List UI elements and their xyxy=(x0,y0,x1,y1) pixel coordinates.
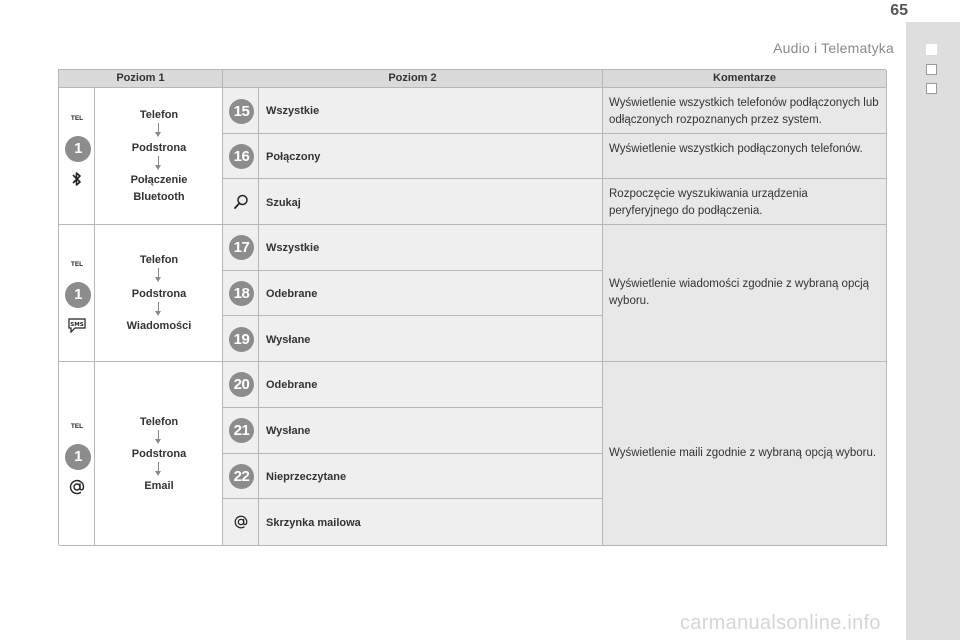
level2-polaczony: Połączony xyxy=(266,151,321,163)
level2-label-cell xyxy=(259,316,603,362)
comment-cell: Wyświetlenie wszystkich podłączonych telefonów. xyxy=(603,134,887,179)
side-tab-bar xyxy=(906,22,960,640)
level2-wyslane: Wysłane xyxy=(266,334,311,346)
level2-wszystkie: Wszystkie xyxy=(266,242,320,254)
nav-square-active[interactable] xyxy=(926,44,937,55)
badge-20: 20 xyxy=(229,372,254,397)
level2-odebrane: Odebrane xyxy=(266,288,318,300)
nav-square[interactable] xyxy=(926,83,937,94)
watermark: carmanualsonline.info xyxy=(680,612,881,634)
comment-text: Wyświetlenie maili zgodnie z wybraną opcją wyboru. xyxy=(609,447,877,459)
level1-bluetooth: Bluetooth xyxy=(133,191,185,203)
level1-podstrona: Podstrona xyxy=(131,142,187,154)
section-title: Audio i Telematyka xyxy=(773,40,894,56)
nav-square[interactable] xyxy=(926,64,937,75)
down-arrow-icon xyxy=(158,123,160,137)
badge-19: 19 xyxy=(229,327,254,352)
page-number: 65 xyxy=(890,2,908,19)
comment-text: Wyświetlenie wiadomości zgodnie z wybraną opcją wyboru. xyxy=(609,278,870,307)
down-arrow-icon xyxy=(158,268,160,282)
level2-wszystkie: Wszystkie xyxy=(266,105,320,117)
level2-nieprzeczytane: Nieprzeczytane xyxy=(266,471,347,483)
down-arrow-icon xyxy=(158,462,160,476)
level1-telefon: Telefon xyxy=(139,416,179,428)
level-badge: 1 xyxy=(65,282,91,308)
level2-skrzynka-mailowa: Skrzynka mailowa xyxy=(266,517,361,529)
comment-cell: Wyświetlenie wszystkich telefonów podłączonych lub odłączonych rozpoznanych przez system. xyxy=(603,88,887,134)
level1-wiadomosci: Wiadomości xyxy=(126,320,192,332)
tel-icon: TEL xyxy=(70,115,84,122)
level1-email: Email xyxy=(144,480,174,492)
badge-15: 15 xyxy=(229,99,254,124)
sms-icon xyxy=(67,317,87,334)
header-komentarze: Komentarze xyxy=(603,70,887,88)
level1-telefon: Telefon xyxy=(139,109,179,121)
sms-label: SMS xyxy=(70,322,84,328)
level-badge: 1 xyxy=(65,136,91,162)
badge-17: 17 xyxy=(229,235,254,260)
level2-wyslane: Wysłane xyxy=(266,425,311,437)
bluetooth-icon xyxy=(71,171,83,187)
level2-label-cell xyxy=(259,179,603,225)
header-poziom-1: Poziom 1 xyxy=(59,70,223,88)
badge-18: 18 xyxy=(229,281,254,306)
menu-table xyxy=(58,69,886,545)
down-arrow-icon xyxy=(158,156,160,170)
tel-icon: TEL xyxy=(70,261,84,268)
comment-cell xyxy=(603,362,887,546)
down-arrow-icon xyxy=(158,430,160,444)
level2-label-cell xyxy=(259,408,603,454)
down-arrow-icon xyxy=(158,302,160,316)
header-poziom-2: Poziom 2 xyxy=(223,70,603,88)
level2-szukaj: Szukaj xyxy=(266,197,301,209)
level1-polaczenie: Połączenie xyxy=(130,174,188,186)
level1-podstrona: Podstrona xyxy=(131,288,187,300)
at-icon xyxy=(233,514,249,530)
comment-cell: Rozpoczęcie wyszukiwania urządzenia peryferyjnego do podłączenia. xyxy=(603,179,887,225)
badge-22: 22 xyxy=(229,464,254,489)
level1-telefon: Telefon xyxy=(139,254,179,266)
level2-odebrane: Odebrane xyxy=(266,379,318,391)
level1-podstrona: Podstrona xyxy=(131,448,187,460)
level-badge: 1 xyxy=(65,444,91,470)
tel-icon: TEL xyxy=(70,423,84,430)
comment-cell xyxy=(603,225,887,362)
badge-21: 21 xyxy=(229,418,254,443)
at-icon xyxy=(68,478,86,496)
search-icon xyxy=(233,194,249,210)
badge-16: 16 xyxy=(229,144,254,169)
